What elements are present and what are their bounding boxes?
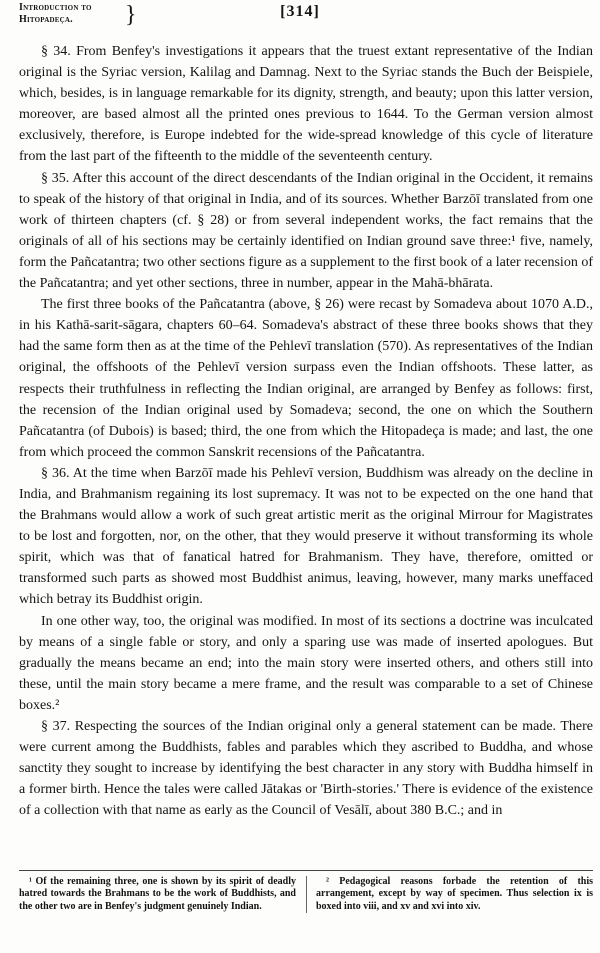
section-marker: § 35. — [41, 170, 70, 186]
running-title-line1: Introduction to — [19, 2, 92, 13]
paragraph-section-34 — [19, 41, 593, 168]
section-marker: § 37. — [41, 719, 71, 734]
paragraph-section-36 — [19, 463, 593, 611]
footnote-divider — [306, 876, 307, 913]
page-number: [314] — [280, 3, 320, 20]
section-marker: § 34. — [41, 44, 71, 59]
footnotes — [19, 876, 593, 913]
running-title-line2: Hitopadeça. — [19, 14, 73, 25]
footnote-1: ¹ Of the remaining three, one is shown by its spirit of deadly hatred towards the Brahmans to be the work of Buddhists, and the other two are in Benfey's judgment genuinely Indian. — [19, 876, 296, 912]
footnote-rule — [19, 870, 593, 871]
body-text — [19, 41, 593, 821]
paragraph-section-35 — [19, 168, 593, 295]
paragraph-pancatantra — [19, 294, 593, 463]
paragraph-text: After this account of the direct descendants of the Indian original in the Occident, it remains to speak of the history of that original in India, and of its sources. Whether Barzōī translated from one work of thirteen chapters (cf. § 28) or from several independent works, the fact remains that the originals of all of his sections may be certainly identified on Indian ground save three:¹ five, namely, form the Pañcatantra; two other sections figure as a supplement to the first book of a later recension of the Pañcatantra; and yet other sections, three in number, appear in the Mahā-bhārata. — [19, 170, 593, 292]
section-marker: § 36. — [41, 465, 70, 481]
paragraph-modification — [19, 611, 593, 716]
paragraph-text: At the time when Barzōī made his Pehlevī version, Buddhism was already on the decline in India, and Brahmanism regaining its lost supremacy. It was not to be expected on the one hand that the Brahmans would allow a work of such great artistic merit as the original Mirrour for Magistrates to be lost and forgotten, nor, on the other, that they would preserve it without transforming its whole spirit, which was that of fanatical hatred for Brahmanism. They have, therefore, omitted or transformed such parts as showed most Buddhist animus, leaving, however, many marks uneffaced which betray its Buddhist origin. — [19, 465, 594, 608]
paragraph-text: Respecting the sources of the Indian original only a general statement can be made. There were current among the Buddhists, fables and parables which they ascribed to Buddha, and whose sanctity they sought to increase by identifying the best character in any story with Buddha himself in a former birth. Hence the tales were called Jātakas or 'Birth-stories.' There is evidence of the existence of a collection with that name as early as the Council of Vesālī, about 380 B.C.; and in — [19, 719, 594, 819]
paragraph-text: The first three books of the Pañcatantra (above, § 26) were recast by Somadeva about 1070 A.D., in his Kathā-sarit-sāgara, chapters 60–64. Somadeva's abstract of these three books shows that they had the same form then as at the time of the Pehlevī translation (570). As representatives of the Indian original, the offshoots of the Pehlevī version surpass even the Indian offshoots. These latter, as respects their truthfulness in reflecting the Indian original, are arranged by Benfey as follows: first, the recension of the Indian original used by Somadeva; second, the one on which the Southern Pañcatantra (of Dubois) is based; third, the one from which the Hitopadeça is made; and last, the one from which proceed the common Sanskrit recensions of the Pañcatantra. — [19, 297, 593, 460]
paragraph-text: In one other way, too, the original was modified. In most of its sections a doctrine was inculcated by means of a single fable or story, and only a sparing use was made of inserted apologues. But gradually the means became an end; into the main story were inserted others, and others still into these, until the main story became a mere frame, and the result was comparable to a set of Chinese boxes.² — [19, 613, 593, 713]
footnote-2: ² Pedagogical reasons forbade the retention of this arrangement, except by way of specimen. Thus selection ix is boxed into viii, and xv and xvi into xiv. — [316, 876, 593, 912]
paragraph-text: From Benfey's investigations it appears that the truest extant representative of the Indian original is the Syriac version, Kalilag and Damnag. Next to the Syriac stands the Buch der Beispiele, which, besides, is in language remarkable for its dignity, strength, and beauty; upon this latter version, moreover, are based almost all the printed ones previous to 1644. To the German version almost exclusively, therefore, is Europe indebted for the wide-spread knowledge of this cycle of literature from the last part of the fifteenth to the middle of the seventeenth century. — [19, 44, 594, 165]
brace-glyph: } — [125, 2, 137, 28]
paragraph-section-37 — [19, 716, 593, 821]
